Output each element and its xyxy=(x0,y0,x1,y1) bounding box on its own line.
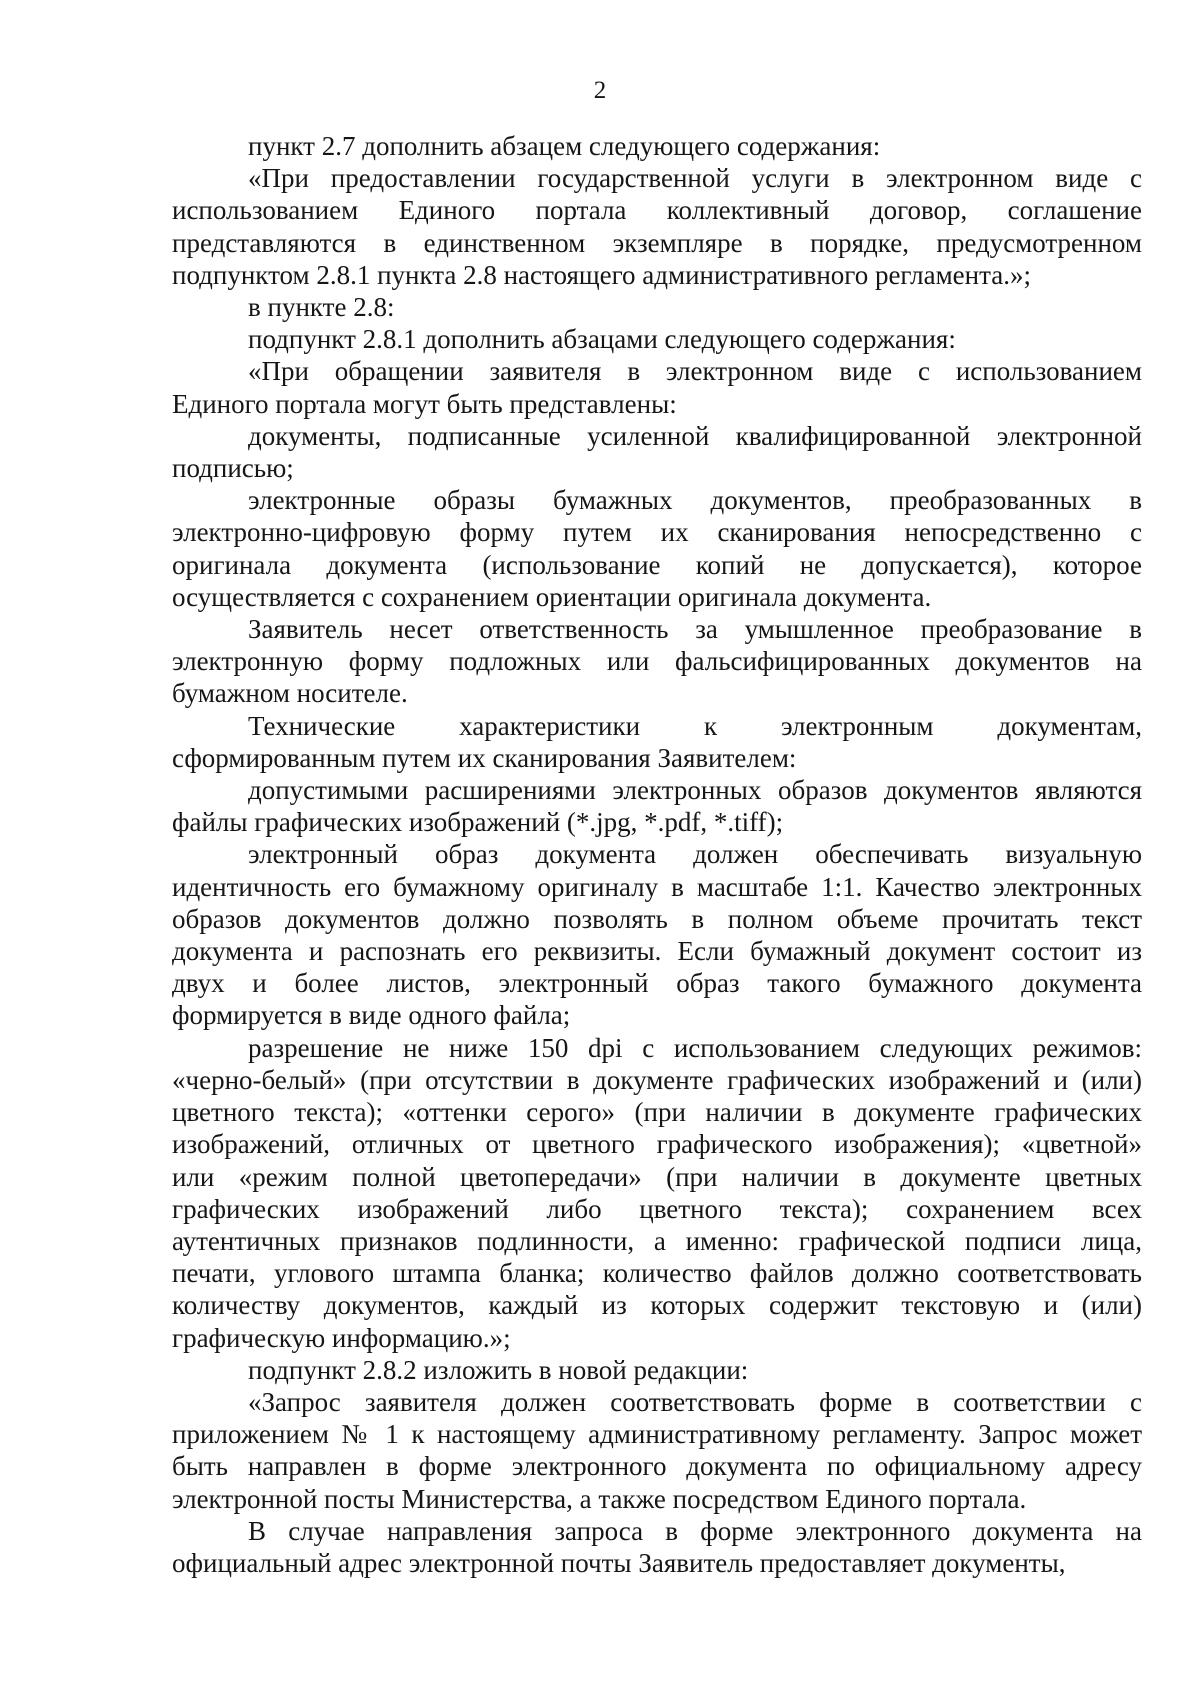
paragraph xyxy=(172,323,1142,355)
text-line: графических изображений либо цветного текста); сохранением всех xyxy=(172,1193,1142,1224)
text-line: пункт 2.7 дополнить абзацем следующего содержания: xyxy=(248,131,881,161)
text-line: «Запрос заявителя должен соответствовать форме в соответствии с xyxy=(248,1386,1142,1417)
text-line: подпунктом 2.8.1 пункта 2.8 настоящего административного регламента.»; xyxy=(172,259,1031,290)
text-line: подпункт 2.8.2 изложить в новой редакции: xyxy=(248,1354,749,1385)
text-line: «При предоставлении государственной услуги в электронном виде с xyxy=(248,163,1142,194)
text-line: образов документов должно позволять в полном объеме прочитать текст xyxy=(172,903,1142,934)
text-line: электронный образ документа должен обеспечивать визуальную xyxy=(248,839,1142,870)
text-line: графическую информацию.»; xyxy=(172,1322,511,1353)
text-line: Заявитель несет ответственность за умышленное преобразование в xyxy=(248,614,1142,645)
text-line: подпункт 2.8.1 дополнить абзацами следующего содержания: xyxy=(248,324,956,355)
text-line: количеству документов, каждый из которых содержит текстовую и (или) xyxy=(172,1290,1142,1321)
page-number: 2 xyxy=(593,77,607,104)
text-line: подписью; xyxy=(172,453,294,484)
paragraph xyxy=(172,613,1142,710)
text-line: бумажном носителе. xyxy=(172,678,408,709)
text-line: оригинала документа (использование копий не допускается), которое xyxy=(172,549,1142,580)
text-line: В случае направления запроса в форме электронного документа на xyxy=(248,1515,1142,1546)
paragraph xyxy=(172,1032,1142,1354)
text-line: формируется в виде одного файла; xyxy=(172,1000,571,1031)
text-line: электронно-цифровую форму путем их сканирования непосредственно с xyxy=(172,517,1142,548)
text-line: электронной посты Министерства, а также посредством Единого портала. xyxy=(172,1483,1027,1514)
text-line: или «режим полной цветопередачи» (при наличии в документе цветных xyxy=(172,1161,1142,1192)
text-line: идентичность его бумажному оригиналу в масштабе 1:1. Качество электронных xyxy=(172,871,1142,902)
text-line: сформированным путем их сканирования Заявителем: xyxy=(172,742,797,773)
text-line: «черно-белый» (при отсутствии в документе графических изображений и (или) xyxy=(172,1064,1142,1095)
paragraph xyxy=(172,774,1142,838)
text-line: документы, подписанные усиленной квалифицированной электронной xyxy=(248,420,1142,451)
text-line: в пункте 2.8: xyxy=(248,292,395,323)
text-line: быть направлен в форме электронного документа по официальному адресу xyxy=(172,1451,1142,1482)
text-line: цветного текста); «оттенки серого» (при наличии в документе графических xyxy=(172,1097,1142,1128)
text-line: изображений, отличных от цветного графического изображения); «цветной» xyxy=(172,1129,1142,1160)
paragraph xyxy=(172,162,1142,291)
text-line: «При обращении заявителя в электронном виде с использованием xyxy=(248,356,1142,387)
paragraph xyxy=(172,838,1142,1031)
text-line: Единого портала могут быть представлены: xyxy=(172,388,677,419)
text-line: использованием Единого портала коллективный договор, соглашение xyxy=(172,195,1142,226)
text-line: печати, углового штампа бланка; количество файлов должно соответствовать xyxy=(172,1258,1142,1289)
text-line: осуществляется с сохранением ориентации оригинала документа. xyxy=(172,581,932,612)
text-line: электронные образы бумажных документов, преобразованных в xyxy=(248,485,1142,516)
text-line: разрешение не ниже 150 dpi с использованием следующих режимов: xyxy=(248,1032,1142,1063)
text-line: двух и более листов, электронный образ такого бумажного документа xyxy=(172,968,1142,999)
document-body xyxy=(172,130,1142,1579)
text-line: файлы графических изображений (*.jpg, *.pdf, *.tiff); xyxy=(172,807,784,838)
paragraph xyxy=(172,1354,1142,1386)
paragraph xyxy=(172,1515,1142,1579)
paragraph xyxy=(172,484,1142,613)
text-line: документа и распознать его реквизиты. Если бумажный документ состоит из xyxy=(172,936,1142,967)
paragraph xyxy=(172,1386,1142,1515)
paragraph xyxy=(172,355,1142,419)
text-line: Технические характеристики к электронным документам, xyxy=(248,710,1142,741)
text-line: аутентичных признаков подлинности, а именно: графической подписи лица, xyxy=(172,1225,1142,1256)
text-line: приложением № 1 к настоящему административному регламенту. Запрос может xyxy=(172,1419,1142,1450)
text-line: электронную форму подложных или фальсифицированных документов на xyxy=(172,646,1142,677)
paragraph xyxy=(172,420,1142,484)
paragraph xyxy=(172,130,1142,162)
text-line: допустимыми расширениями электронных образов документов являются xyxy=(248,775,1142,806)
text-line: официальный адрес электронной почты Заявитель предоставляет документы, xyxy=(172,1547,1066,1578)
text-line: представляются в единственном экземпляре в порядке, предусмотренном xyxy=(172,227,1142,258)
paragraph xyxy=(172,291,1142,323)
paragraph xyxy=(172,710,1142,774)
